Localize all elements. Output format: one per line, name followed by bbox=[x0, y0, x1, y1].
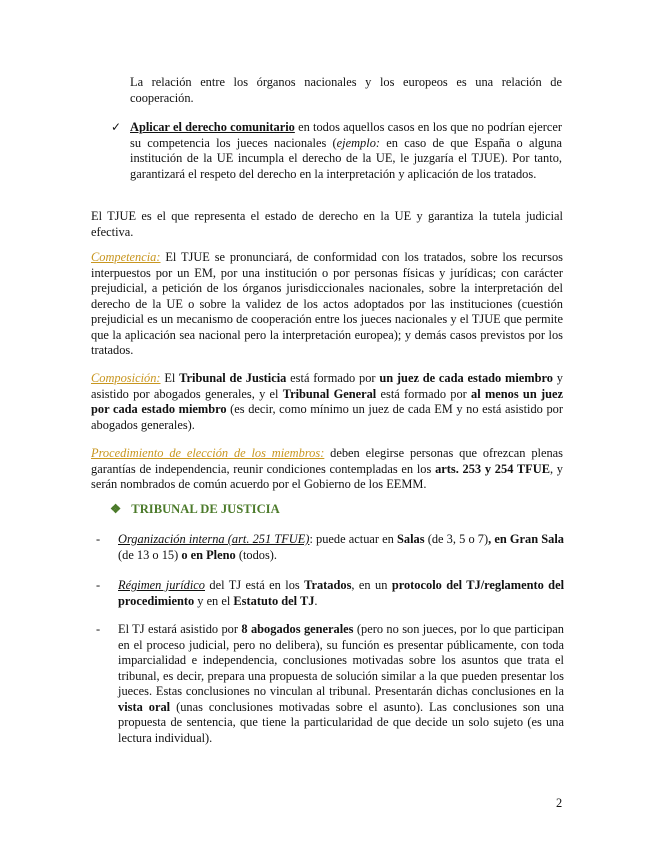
list-item-organizacion: Organización interna (art. 251 TFUE): puede actuar en Salas (de 3, 5 o 7), en Gran Sala (de 13 o 15) o en Pleno (todos). bbox=[118, 532, 564, 562]
label-eleccion: Procedimiento de elección de los miembros: bbox=[91, 446, 325, 460]
diamond-bullet-icon: ❖ bbox=[110, 502, 122, 516]
dash-bullet: - bbox=[96, 532, 101, 546]
section-heading-tribunal: ❖ TRIBUNAL DE JUSTICIA bbox=[110, 502, 280, 516]
paragraph-cooperation: La relación entre los órganos nacionales y los europeos es una relación de cooperación. bbox=[130, 75, 562, 105]
paragraph-rule-of-law: El TJUE es el que representa el estado de derecho en la UE y garantiza la tutela judicial efectiva. bbox=[91, 209, 563, 239]
paragraph-competencia: Competencia: El TJUE se pronunciará, de conformidad con los tratados, sobre los recursos interpuestos por un EM, por una institución o por personas físicas y jurídicas; con carácter prejudicial, a petición de los órganos jurisdiccionales nacionales, sobre la interpretación del derecho de la UE o sobre la validez de los actos adoptados por las instituciones (cuestión prejudicial es un mecanismo de cooperación entre los jueces nacionales y el TJUE que permite que la aplicación sea nacional pero la interpretación europea); y demás casos previstos por los tratados. bbox=[91, 250, 563, 357]
checkmark-icon: ✓ bbox=[111, 120, 122, 134]
page-number: 2 bbox=[556, 796, 563, 810]
paragraph-composicion: Composición: El Tribunal de Justicia está formado por un juez de cada estado miembro y asistido por abogados generales, y el Tribunal General está formado por al menos un juez por cada estado miembro (es decir, como mínimo un juez de cada EM y no está asistido por abogados generales). bbox=[91, 371, 563, 432]
dash-bullet: - bbox=[96, 622, 101, 636]
label-composicion: Composición: bbox=[91, 371, 161, 385]
dash-bullet: - bbox=[96, 578, 101, 592]
label-competencia: Competencia: bbox=[91, 250, 161, 264]
list-item-regimen: Régimen jurídico del TJ está en los Tratados, en un protocolo del TJ/reglamento del procedimiento y en el Estatuto del TJ. bbox=[118, 578, 565, 608]
paragraph-apply-law: Aplicar el derecho comunitario en todos aquellos casos en los que no podrían ejercer su competencia los jueces nacionales (ejemplo: en caso de que España o alguna institución de la UE incumpla el derecho de la UE, le juzgaría el TJUE). Por tanto, garantizará el respeto del derecho en la interpretación y aplicación de los tratados. bbox=[130, 120, 563, 181]
paragraph-eleccion: Procedimiento de elección de los miembros: deben elegirse personas que ofrezcan plenas garantías de independencia, reunir condiciones contempladas en los arts. 253 y 254 TFUE, y serán nombrados de común acuerdo por el Gobierno de los EEMM. bbox=[91, 446, 564, 491]
list-item-abogados: El TJ estará asistido por 8 abogados generales (pero no son jueces, por lo que participan en el proceso judicial, pero no delibera), su función es presentar públicamente, con toda imparcialidad e independencia, conclusiones motivadas sobre los asuntos que trata el tribunal, es decir, prepara una propuesta de solución similar a la que pueden presentar los jueces. Estas conclusiones no vinculan al tribunal. Presentarán dichas conclusiones en la vista oral (unas conclusiones motivadas sobre el asunto). Las conclusiones son una propuesta de sentencia, que tiene la particularidad de que decide un solo sujeto (es una lectura individual). bbox=[118, 622, 564, 745]
